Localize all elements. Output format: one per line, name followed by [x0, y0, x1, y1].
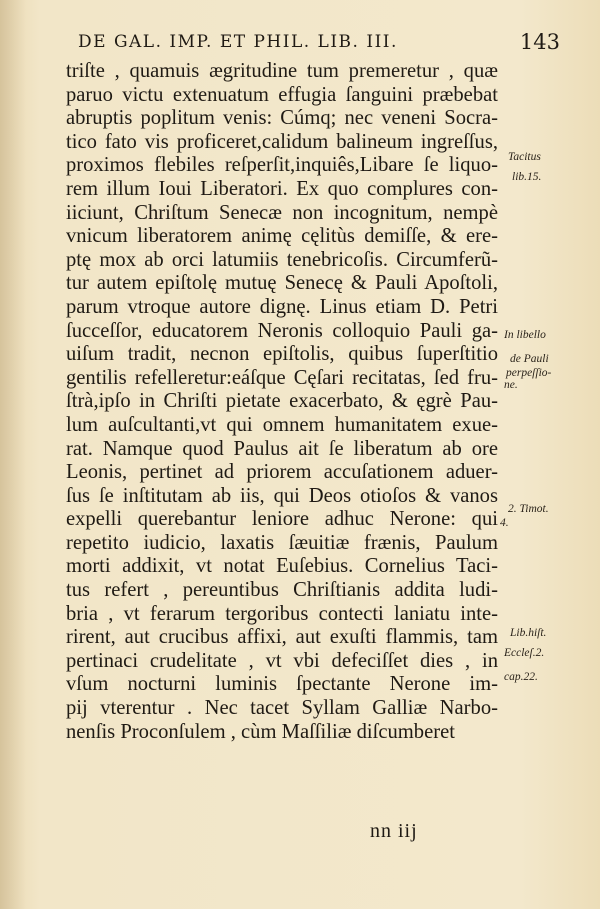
running-title: DE GAL. IMP. ET PHIL. LIB. III. — [78, 32, 398, 52]
text-line: tur autem epiſtolę mutuę Senecę & Pauli Apoſtoli, — [66, 272, 498, 295]
text-line: iiciunt, Chriſtum Senecæ non incognitum, nempè — [66, 201, 498, 224]
margin-note: 4. — [500, 517, 509, 529]
margin-note: de Pauli — [510, 353, 549, 365]
text-line: rat. Namque quod Paulus ait ſe liberatum ab ore — [66, 437, 498, 460]
page-number: 143 — [519, 30, 560, 54]
margin-note: 2. Timot. — [508, 503, 549, 515]
text-line: paruo victu extenuatum effugia ſanguini præbebat — [66, 83, 498, 106]
text-line: nenſis Proconſulem , cùm Maſſiliæ diſcumberet — [66, 720, 455, 743]
margin-note: cap.22. — [504, 671, 538, 683]
margin-note: Tacitus — [508, 151, 541, 163]
main-text — [66, 60, 498, 744]
text-line: proximos flebiles reſperſit,inquiês,Libare ſe liquo- — [66, 154, 498, 177]
margin-note: Lib.hiſt. — [510, 627, 547, 639]
text-line: vſum nocturni luminis ſpectante Nerone im- — [66, 673, 498, 696]
text-line: rirent, aut crucibus affixi, aut exuſti flammis, tam — [66, 626, 498, 649]
text-line: morti addixit, vt notat Euſebius. Cornelius Taci- — [66, 555, 498, 578]
text-line: parum vtroque autore dignę. Linus etiam D. Petri — [66, 295, 498, 318]
text-line: pertinaci crudelitate , vt vbi defeciſſet dies , in — [66, 649, 498, 672]
text-line: ſus ſe inſtitutam ab iis, qui Deos otioſos & vanos — [66, 484, 498, 507]
margin-note: ne. — [504, 379, 518, 391]
text-line: triſte , quamuis ægritudine tum premeretur , quæ — [66, 60, 498, 82]
text-line: ptę mox ab orci latumiis tenebricoſis. Circumferũ- — [66, 248, 498, 271]
text-line: pij vterentur . Nec tacet Syllam Galliæ Narbo- — [66, 697, 498, 720]
margin-note: lib.15. — [512, 171, 542, 183]
text-line: repetito iudicio, laxatis ſæuitiæ frænis, Paulum — [66, 531, 498, 554]
text-line: expelli querebantur leniore adhuc Nerone: qui — [66, 508, 498, 531]
text-line: Leonis, pertinet ad priorem accuſationem aduer- — [66, 461, 498, 484]
text-line: lum auſcultanti,vt qui omnem humanitatem exue- — [66, 413, 498, 436]
signature-mark: nn iij — [370, 820, 418, 842]
text-line: gentilis refelleretur:eáſque Cęſari recitatas, ſed fru- — [66, 366, 498, 389]
running-header — [78, 30, 560, 54]
margin-note: Eccleſ.2. — [504, 647, 545, 659]
text-line: ſtrà,ipſo in Chriſti pietate exacerbato, & ęgrè Pau- — [66, 390, 498, 413]
text-line: rem illum Ioui Liberatori. Ex quo complures con- — [66, 177, 498, 200]
text-line: tico fato vis proficeret,calidum balineum ingreſſus, — [66, 130, 498, 153]
margin-note: perpeſſio- — [506, 367, 552, 379]
text-line: bria , vt ferarum tergoribus contecti laniatu inte- — [66, 602, 498, 625]
text-line: tus refert , pereuntibus Chriſtianis addita ludi- — [66, 579, 498, 602]
text-line: ſucceſſor, educatorem Neronis colloquio Pauli ga- — [66, 319, 498, 342]
text-line: uiſum tradit, necnon epiſtolis, quibus ſuperſtitio — [66, 343, 498, 366]
margin-note: In libello — [504, 329, 546, 341]
text-line: abruptis poplitum venis: Cúmq; nec veneni Socra- — [66, 107, 498, 130]
text-line: vnicum liberatorem animę cęlitùs demiſſe, & ere- — [66, 225, 498, 248]
